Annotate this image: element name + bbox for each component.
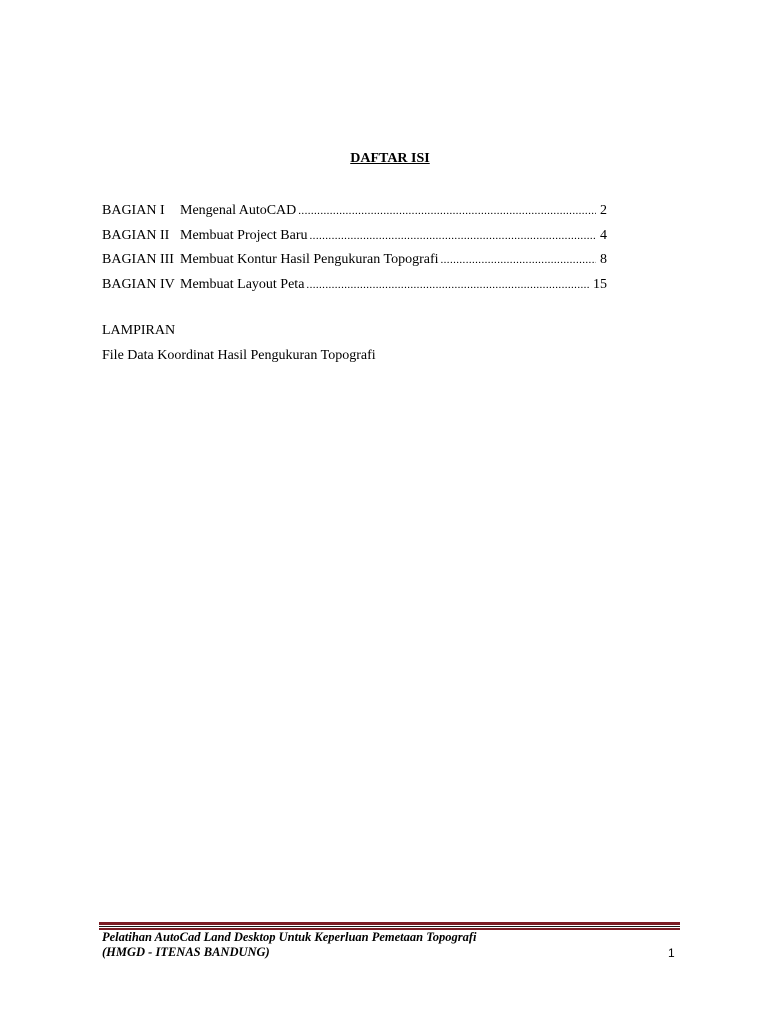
toc-entry-bagian-4[interactable] — [102, 274, 607, 299]
toc-leader-dots — [298, 200, 596, 222]
toc-title: Membuat Kontur Hasil Pengukuran Topografi — [180, 252, 439, 268]
toc-title: Mengenal AutoCAD — [180, 203, 297, 218]
toc-title: Membuat Layout Peta — [180, 277, 305, 293]
toc-entry-bagian-2[interactable] — [102, 225, 607, 250]
page-number: 1 — [668, 946, 675, 960]
table-of-contents — [102, 200, 607, 299]
toc-page-number: 8 — [600, 252, 607, 268]
toc-page-number: 4 — [600, 227, 607, 243]
footer-divider — [99, 922, 680, 930]
annex-heading: LAMPIRAN — [102, 323, 176, 338]
toc-leader-dots — [306, 274, 589, 296]
toc-title: Membuat Project Baru — [180, 227, 308, 243]
footer-course-title: Pelatihan AutoCad Land Desktop Untuk Keperluan Pemetaan Topografi — [102, 930, 477, 944]
annex-item: File Data Koordinat Hasil Pengukuran Topografi — [102, 348, 376, 363]
toc-leader-dots — [441, 249, 597, 271]
toc-part-label: BAGIAN I — [102, 203, 165, 218]
toc-entry-bagian-3[interactable] — [102, 249, 607, 274]
footer-organization: (HMGD - ITENAS BANDUNG) — [102, 945, 270, 959]
footer-divider-top-bar — [99, 922, 680, 925]
toc-page-number: 15 — [593, 277, 607, 293]
footer-divider-middle-line — [99, 926, 680, 927]
page-title: DAFTAR ISI — [350, 151, 430, 166]
toc-part-label: BAGIAN II — [102, 227, 170, 243]
toc-leader-dots — [310, 225, 596, 247]
toc-part-label: BAGIAN IV — [102, 277, 175, 293]
toc-part-label: BAGIAN III — [102, 252, 174, 268]
toc-entry-bagian-1[interactable] — [102, 200, 607, 225]
toc-page-number: 2 — [600, 203, 607, 218]
